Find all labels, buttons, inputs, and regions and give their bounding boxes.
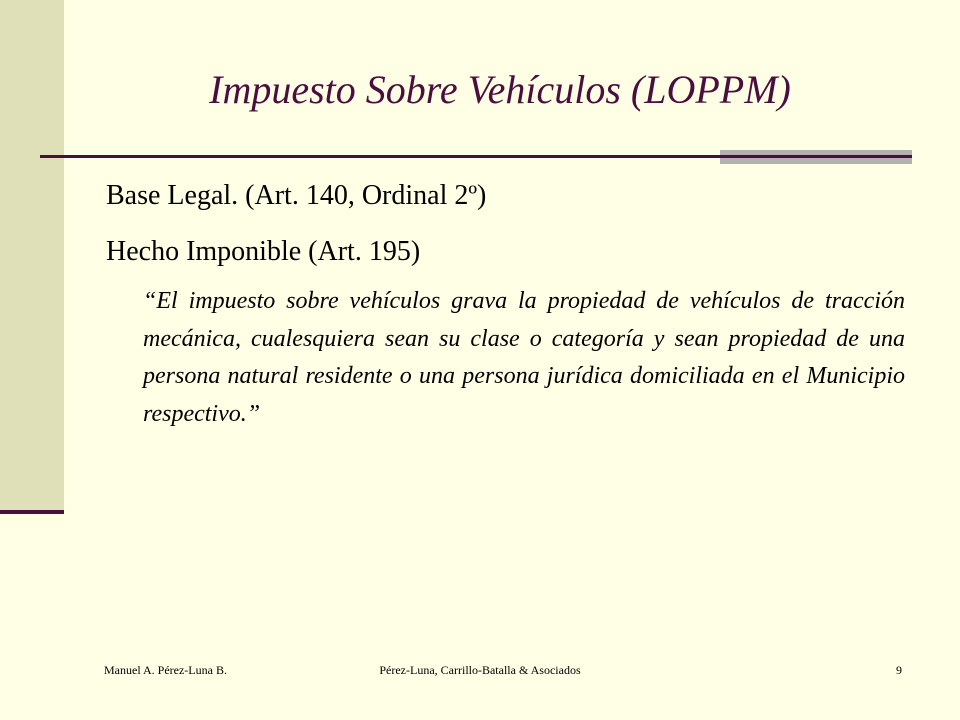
- footer-firm: Pérez-Luna, Carrillo-Batalla & Asociados: [379, 663, 581, 677]
- slide-title: Impuesto Sobre Vehículos (LOPPM): [209, 67, 791, 112]
- footer-page-number: 9: [896, 663, 902, 677]
- law-quote: “El impuesto sobre vehículos grava la propiedad de vehículos de tracción mecánica, cualesquiera sean su clase o categoría y sean propiedad de una persona natural residente o una persona jurídica domiciliada en el Municipio respectivo.”: [143, 288, 905, 427]
- footer-author: Manuel A. Pérez-Luna B.: [104, 663, 227, 677]
- bullet-hecho-imponible: Hecho Imponible (Art. 195): [106, 236, 421, 267]
- title-divider-overlay: [720, 155, 912, 158]
- bullet-base-legal: Base Legal. (Art. 140, Ordinal 2º): [106, 180, 487, 211]
- side-bar-accent-line: [0, 510, 64, 514]
